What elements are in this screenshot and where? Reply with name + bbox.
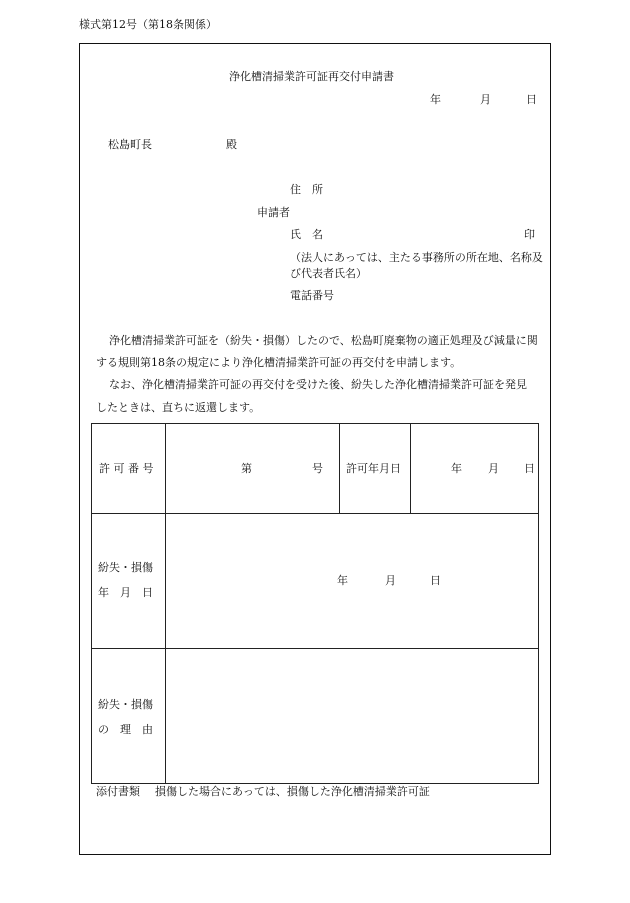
permit-date-label: 許可年月日	[346, 462, 401, 475]
body-line-4: したときは、直ちに返還します。	[96, 401, 261, 414]
seal-mark: 印	[524, 228, 535, 241]
reason-label-2: の 理 由	[98, 723, 153, 736]
loss-date-row	[92, 514, 539, 649]
addressee-name: 松島町長	[108, 138, 152, 151]
attachment-text: 損傷した場合にあっては、損傷した浄化槽清掃業許可証	[155, 785, 430, 798]
date-month: 月	[480, 93, 491, 106]
loss-date-label-cell	[92, 514, 166, 649]
permit-number-cell[interactable]	[166, 424, 340, 514]
permit-date-label-cell	[340, 424, 411, 514]
permit-date-cell[interactable]	[411, 424, 539, 514]
reason-label-1: 紛失・損傷	[98, 698, 153, 711]
permit-number-prefix: 第	[241, 462, 252, 475]
corporate-note-line2: び代表者氏名）	[290, 267, 367, 280]
loss-date-year: 年	[337, 574, 348, 587]
application-table	[91, 423, 539, 784]
reason-row	[92, 649, 539, 784]
body-line-2: する規則第18条の規定により浄化槽清掃業許可証の再交付を申請します。	[96, 356, 462, 369]
phone-label: 電話番号	[290, 289, 334, 302]
date-year: 年	[430, 93, 441, 106]
permit-number-label-cell	[92, 424, 166, 514]
applicant-name-label: 氏 名	[290, 228, 323, 241]
applicant-label: 申請者	[257, 206, 290, 219]
permit-date-year: 年	[451, 462, 462, 475]
body-line-1: 浄化槽清掃業許可証を（紛失・損傷）したので、松島町廃棄物の適正処理及び減量に関	[109, 334, 538, 347]
permit-date-day: 日	[524, 462, 535, 475]
permit-number-label: 許 可 番 号	[99, 462, 154, 475]
loss-date-label-1: 紛失・損傷	[98, 561, 153, 574]
loss-date-cell[interactable]	[166, 514, 539, 649]
reason-cell[interactable]	[166, 649, 539, 784]
date-day: 日	[526, 93, 537, 106]
form-title: 浄化槽清掃業許可証再交付申請書	[229, 70, 394, 83]
body-line-3: なお、浄化槽清掃業許可証の再交付を受けた後、紛失した浄化槽清掃業許可証を発見	[109, 378, 527, 391]
applicant-address-label: 住 所	[290, 183, 323, 196]
corporate-note-line1: （法人にあっては、主たる事務所の所在地、名称及	[290, 251, 543, 264]
form-number: 様式第12号（第18条関係）	[79, 18, 217, 31]
loss-date-label-2: 年 月 日	[98, 586, 153, 599]
permit-number-suffix: 号	[312, 462, 323, 475]
permit-row	[92, 424, 539, 514]
loss-date-day: 日	[430, 574, 441, 587]
attachment-label: 添付書類	[96, 785, 140, 798]
loss-date-month: 月	[385, 574, 396, 587]
reason-label-cell	[92, 649, 166, 784]
permit-date-month: 月	[488, 462, 499, 475]
addressee-honorific: 殿	[226, 138, 237, 151]
